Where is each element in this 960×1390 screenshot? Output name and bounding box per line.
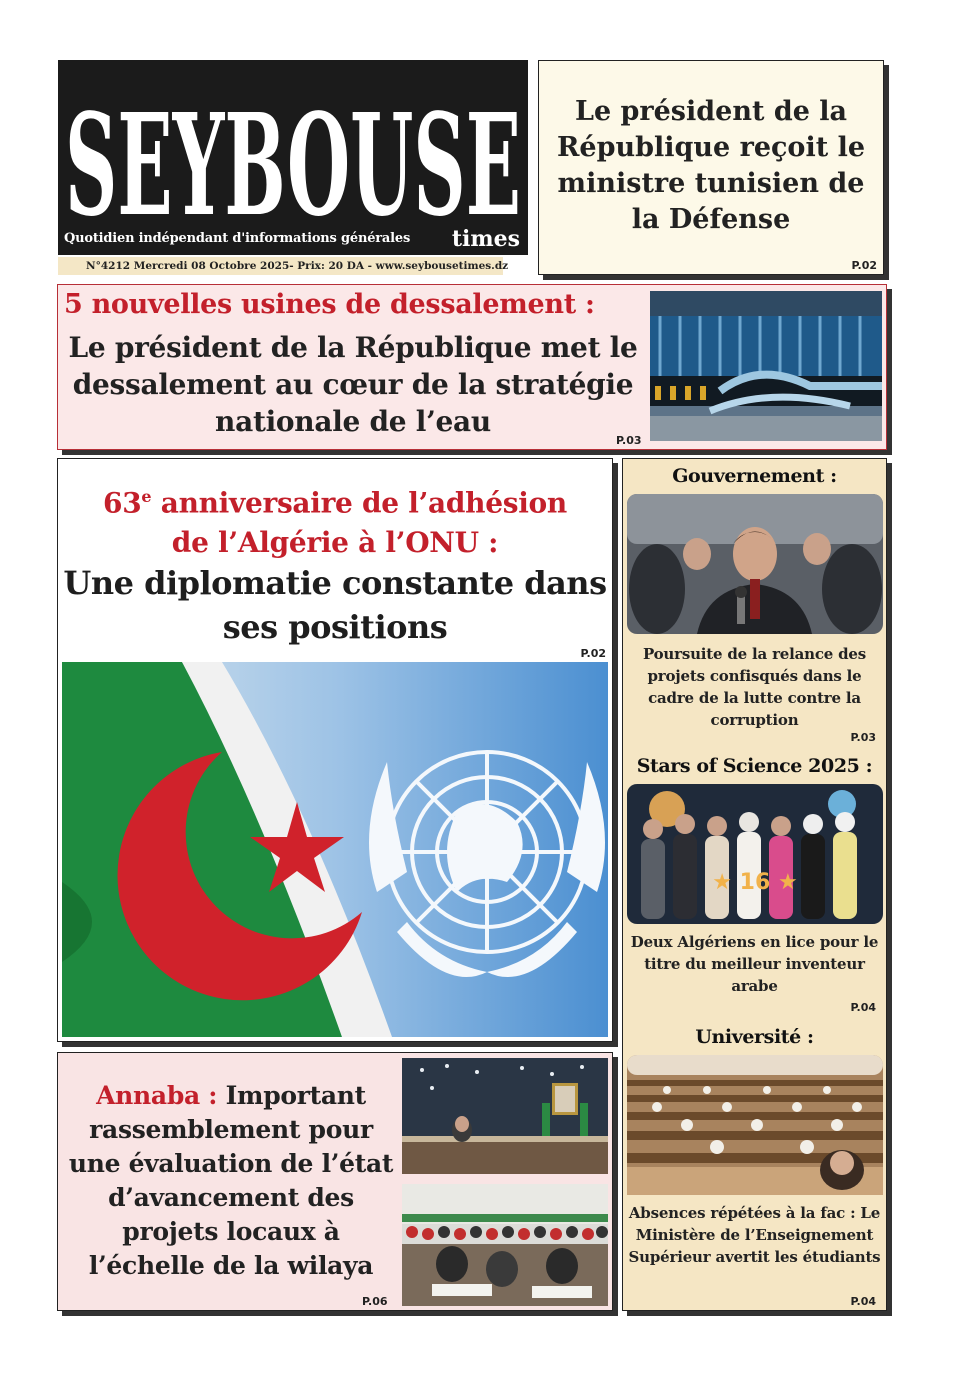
page-reference: P.06 <box>362 1295 388 1308</box>
page-reference: P.04 <box>850 1295 876 1308</box>
sidebar-column <box>622 458 887 1311</box>
dessalement-article[interactable] <box>57 284 887 450</box>
minister-photo[interactable] <box>627 494 883 634</box>
top-right-article[interactable] <box>538 60 884 275</box>
desalination-plant-photo <box>650 291 882 441</box>
masthead-tagline: Quotidien indépendant d'informations générales <box>64 231 411 246</box>
onu-main-article[interactable] <box>57 458 613 1042</box>
logo-text: SEYBOUSE <box>65 84 521 232</box>
page-reference: P.04 <box>850 1001 876 1014</box>
dessalement-headline: Le président de la République met le dessalement au cœur de la stratégie nationale de l’eau <box>68 331 638 438</box>
algeria-un-flags-photo <box>62 662 608 1037</box>
universite-text: Absences répétées à la fac : Le Ministère de l’Enseignement Supérieur avertit les étudiants <box>628 1204 881 1266</box>
onu-kicker-sup: e <box>141 487 152 506</box>
onu-headline: Une diplomatie constante dans ses positions <box>63 564 607 646</box>
audience-photo <box>402 1184 608 1306</box>
onu-kicker-rest: anniversaire de l’adhésion <box>151 486 567 520</box>
stars-text: Deux Algériens en lice pour le titre du meilleur inventeur arabe <box>630 933 879 995</box>
page-reference: P.02 <box>580 647 606 660</box>
gouvernement-title: Gouvernement : <box>672 465 837 487</box>
annaba-headline <box>62 1079 400 1283</box>
annaba-article[interactable] <box>57 1052 613 1311</box>
university-exam-photo[interactable] <box>627 1055 883 1195</box>
masthead <box>58 60 528 255</box>
meeting-hall-photo <box>402 1058 608 1174</box>
page-reference: P.03 <box>850 731 876 744</box>
issue-line: N°4212 Mercredi 08 Octobre 2025- Prix: 20 DA - www.seybousetimes.dz <box>58 257 503 275</box>
annaba-headline-text: Important rassemblement pour une évaluation de l’état d’avancement des projets locaux à l’échelle de la wilaya <box>68 1081 394 1280</box>
onu-kicker-number: 63 <box>103 486 142 520</box>
svg-text:★ 16 ★: ★ 16 ★ <box>712 870 798 895</box>
onu-kicker <box>58 477 612 563</box>
onu-kicker-line2: de l’Algérie à l’ONU : <box>171 526 499 560</box>
annaba-kicker: Annaba : <box>96 1081 218 1110</box>
stars-of-science-photo[interactable] <box>627 784 883 924</box>
dessalement-kicker: 5 nouvelles usines de dessalement : <box>64 289 595 320</box>
stars-title: Stars of Science 2025 : <box>636 755 873 777</box>
universite-title: Université : <box>695 1026 814 1048</box>
masthead-times: times <box>451 226 520 252</box>
page-reference: P.02 <box>851 259 877 272</box>
top-right-headline: Le président de la République reçoit le ministre tunisien de la Défense <box>556 96 866 235</box>
masthead-logo <box>62 62 524 232</box>
page-reference: P.03 <box>616 434 642 447</box>
gouvernement-text: Poursuite de la relance des projets confisqués dans le cadre de la lutte contre la corruption <box>642 645 867 729</box>
